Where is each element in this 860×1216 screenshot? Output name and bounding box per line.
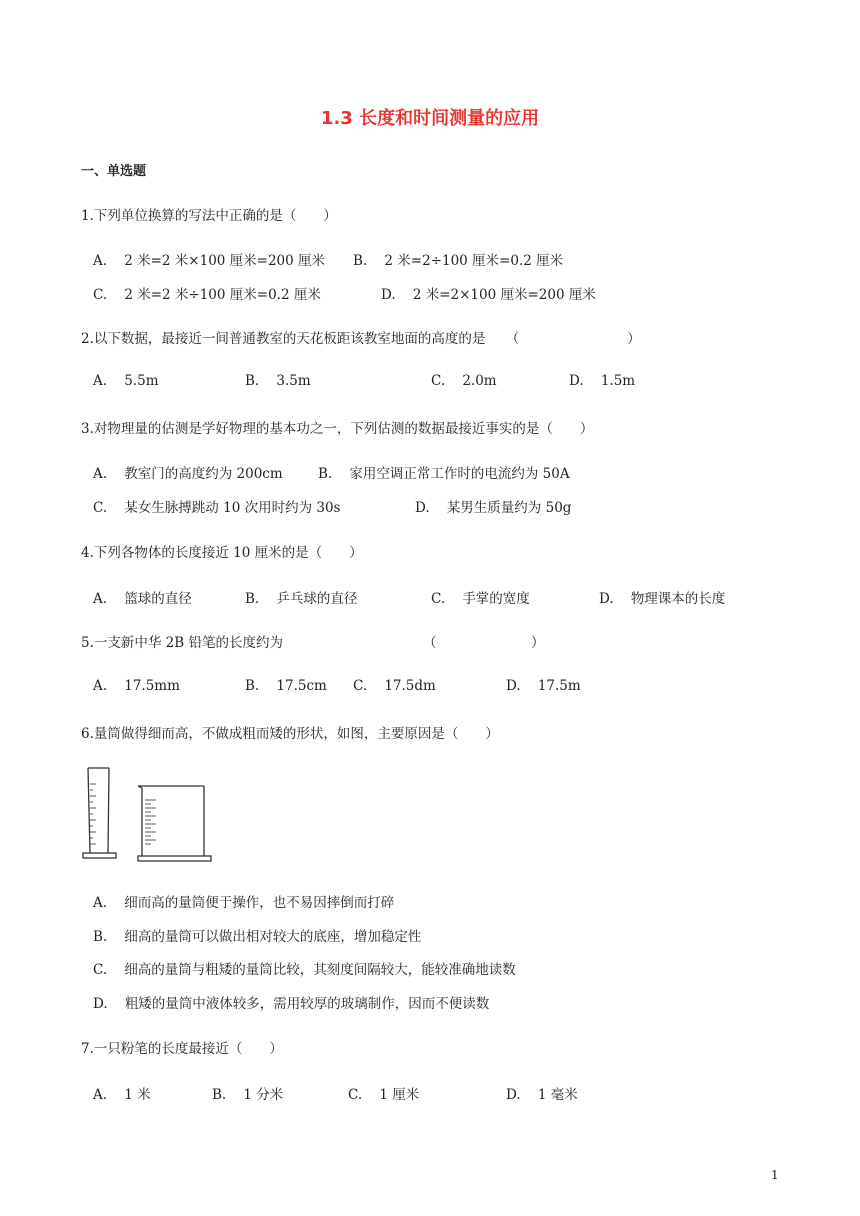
- q2-option-d: [569, 373, 635, 389]
- option-text: 17.5dm: [384, 678, 436, 694]
- option-label: D.: [569, 373, 584, 389]
- option-label: D.: [506, 678, 521, 694]
- q6-option-b: [93, 925, 421, 945]
- question-7-stem: 7.一只粉笔的长度最接近（ ）: [81, 1041, 283, 1057]
- option-text: 物理课本的长度: [630, 591, 726, 607]
- q4-option-d: [599, 587, 725, 607]
- option-label: A.: [93, 895, 108, 911]
- q3-option-b: [318, 462, 570, 482]
- option-label: B.: [245, 591, 260, 607]
- option-label: A.: [93, 678, 108, 694]
- option-label: B.: [93, 929, 108, 945]
- option-label: C.: [93, 962, 108, 978]
- option-text: 乒乓球的直径: [276, 591, 358, 607]
- option-label: D.: [506, 1087, 521, 1103]
- option-text: 17.5cm: [276, 678, 327, 694]
- option-label: C.: [431, 373, 446, 389]
- answer-parentheses: （ ）: [423, 635, 545, 651]
- q5-option-c: [353, 678, 436, 694]
- q5-option-b: [245, 678, 327, 694]
- option-text: 篮球的直径: [124, 591, 192, 607]
- option-label: A.: [93, 466, 108, 482]
- option-label: B.: [245, 678, 260, 694]
- option-label: C.: [348, 1087, 363, 1103]
- option-text: 某女生脉搏跳动 10 次用时约为 30s: [124, 500, 341, 516]
- option-text: 1 分米: [243, 1087, 284, 1103]
- q3-option-a: [93, 462, 283, 482]
- question-5-stem: 5.一支新中华 2B 铅笔的长度约为: [81, 635, 283, 651]
- option-label: B.: [318, 466, 333, 482]
- tall-cylinder-icon: [83, 768, 116, 858]
- option-text: 细而高的量筒便于操作，也不易因摔倒而打碎: [124, 895, 395, 911]
- question-4-stem: 4.下列各物体的长度接近 10 厘米的是（ ）: [81, 545, 363, 561]
- q7-option-c: [348, 1083, 419, 1103]
- option-text: 2 米=2÷100 厘米=0.2 厘米: [384, 253, 564, 269]
- option-text: 3.5m: [276, 373, 311, 389]
- option-label: C.: [93, 500, 108, 516]
- option-label: B.: [245, 373, 260, 389]
- option-label: C.: [353, 678, 368, 694]
- option-text: 1 厘米: [379, 1087, 420, 1103]
- q1-option-d: [381, 283, 596, 303]
- option-text: 17.5m: [537, 678, 581, 694]
- q6-option-c: [93, 958, 516, 978]
- option-text: 2 米=2×100 厘米=200 厘米: [412, 287, 596, 303]
- option-label: A.: [93, 253, 108, 269]
- short-wide-cylinder-icon: [138, 786, 211, 861]
- q4-option-b: [245, 587, 357, 607]
- option-text: 5.5m: [124, 373, 159, 389]
- page-title: 1.3 长度和时间测量的应用: [320, 108, 540, 129]
- q7-option-d: [506, 1083, 578, 1103]
- q2-option-a: [93, 373, 159, 389]
- option-text: 细高的量筒与粗矮的量筒比较，其刻度间隔较大，能较准确地读数: [124, 962, 516, 978]
- option-text: 细高的量筒可以做出相对较大的底座，增加稳定性: [124, 929, 422, 945]
- section-heading: 一、单选题: [81, 164, 147, 179]
- option-text: 某男生质量约为 50g: [446, 500, 572, 516]
- option-text: 1 米: [124, 1087, 151, 1103]
- option-text: 粗矮的量筒中液体较多，需用较厚的玻璃制作，因而不便读数: [124, 996, 490, 1012]
- q6-option-a: [93, 891, 394, 911]
- option-text: 2 米=2 米×100 厘米=200 厘米: [124, 253, 326, 269]
- q4-option-a: [93, 587, 192, 607]
- option-label: B.: [212, 1087, 227, 1103]
- q7-option-a: [93, 1083, 151, 1103]
- option-text: 17.5mm: [124, 678, 180, 694]
- option-label: A.: [93, 591, 108, 607]
- q1-option-a: [93, 249, 325, 269]
- question-2-stem: 2.以下数据，最接近一间普通教室的天花板距该教室地面的高度的是 （ ）: [81, 331, 641, 347]
- q2-option-c: [431, 373, 497, 389]
- q2-option-b: [245, 373, 311, 389]
- option-label: D.: [415, 500, 430, 516]
- option-label: C.: [431, 591, 446, 607]
- option-text: 2.0m: [462, 373, 497, 389]
- page-number: 1: [771, 1168, 779, 1182]
- option-text: 家用空调正常工作时的电流约为 50A: [349, 466, 570, 482]
- option-label: D.: [381, 287, 396, 303]
- q6-option-d: [93, 992, 489, 1012]
- question-1-stem: 1.下列单位换算的写法中正确的是（ ）: [81, 208, 337, 224]
- option-text: 1.5m: [600, 373, 636, 389]
- option-label: C.: [93, 287, 108, 303]
- q7-option-b: [212, 1083, 283, 1103]
- question-6-stem: 6.量筒做得细而高，不做成粗而矮的形状，如图，主要原因是（ ）: [81, 726, 499, 742]
- option-text: 1 毫米: [537, 1087, 578, 1103]
- option-label: B.: [353, 253, 368, 269]
- q3-option-c: [93, 496, 340, 516]
- option-label: D.: [599, 591, 614, 607]
- measuring-cylinders-figure: [80, 764, 215, 864]
- option-text: 手掌的宽度: [462, 591, 530, 607]
- q5-option-a: [93, 678, 180, 694]
- q5-option-d: [506, 678, 581, 694]
- option-label: A.: [93, 373, 108, 389]
- option-text: 教室门的高度约为 200cm: [124, 466, 283, 482]
- option-text: 2 米=2 米÷100 厘米=0.2 厘米: [124, 287, 321, 303]
- option-label: D.: [93, 996, 108, 1012]
- q3-option-d: [415, 496, 571, 516]
- q1-option-c: [93, 283, 321, 303]
- option-label: A.: [93, 1087, 108, 1103]
- q4-option-c: [431, 587, 530, 607]
- question-3-stem: 3.对物理量的估测是学好物理的基本功之一，下列估测的数据最接近事实的是（ ）: [81, 421, 594, 437]
- q1-option-b: [353, 249, 563, 269]
